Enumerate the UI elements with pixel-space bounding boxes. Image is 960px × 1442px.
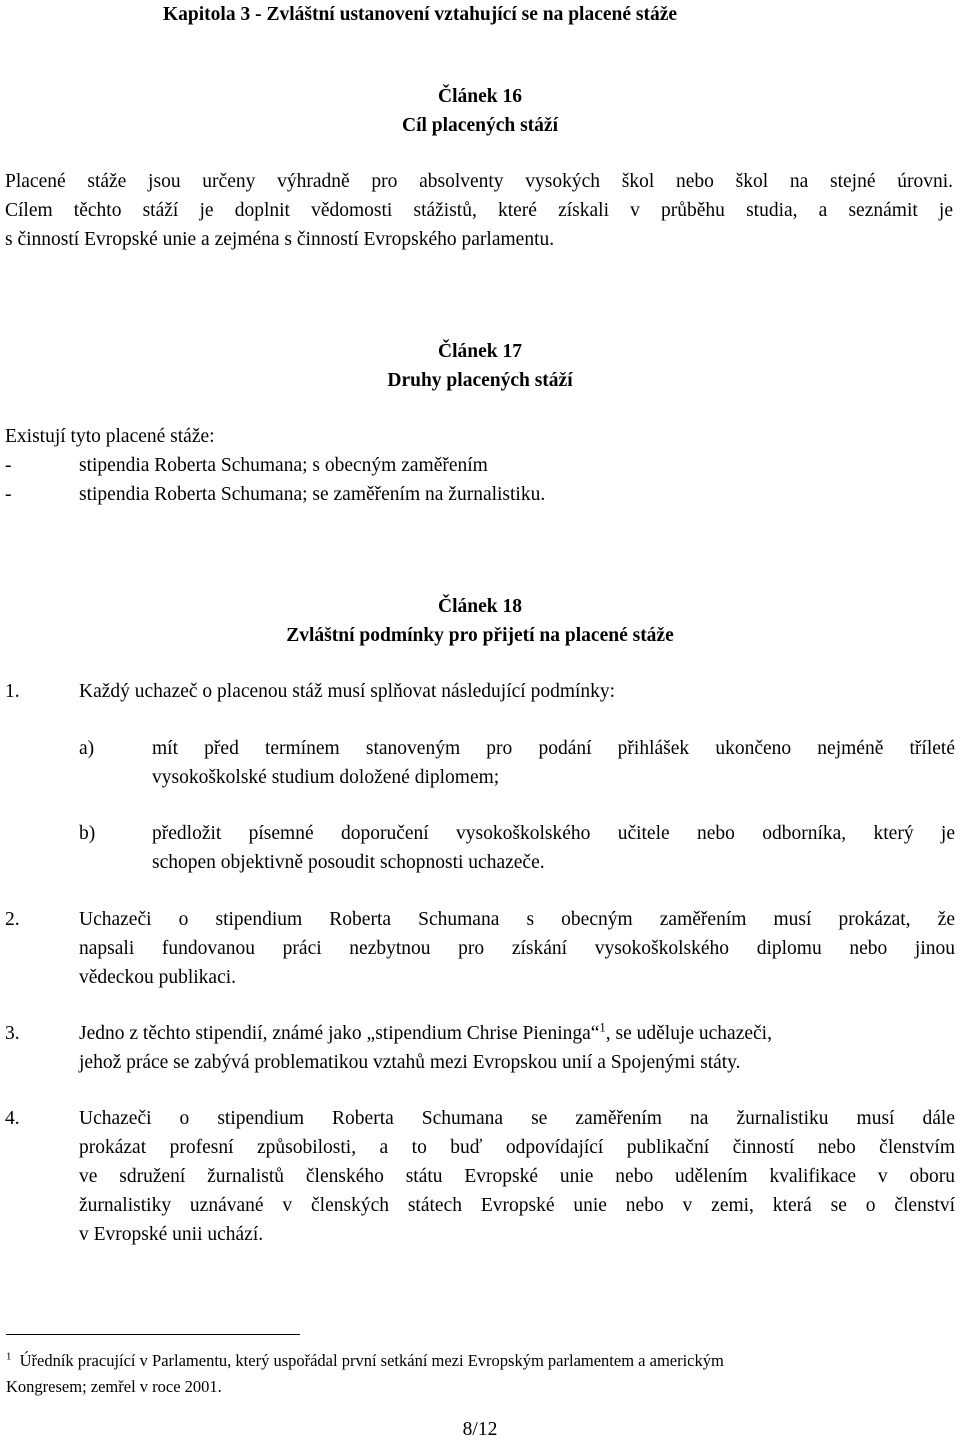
article-16-line-1: Placené stáže jsou určeny výhradně pro absolventy vysokých škol nebo škol na stejné úrovni. xyxy=(5,171,953,192)
article-16-number: Článek 16 xyxy=(438,86,522,107)
footnote-text: Úředník pracující v Parlamentu, který uspořádal první setkání mezi Evropským parlamentem a americkým xyxy=(19,1351,724,1370)
paragraph-3-line-2: jehož práce se zabývá problematikou vztahů mezi Evropskou unií a Spojenými státy. xyxy=(79,1052,741,1073)
paragraph-4-line-5: v Evropské unii uchází. xyxy=(79,1224,264,1245)
paragraph-4-line-1: Uchazeči o stipendium Roberta Schumana se zaměřením na žurnalistiku musí dále xyxy=(79,1108,955,1129)
item-a-line-1: mít před termínem stanoveným pro podání přihlášek ukončeno nejméně tříleté xyxy=(152,738,955,759)
paragraph-1-text: Každý uchazeč o placenou stáž musí splňovat následující podmínky: xyxy=(79,681,616,702)
article-17-intro: Existují tyto placené stáže: xyxy=(5,426,215,447)
footnote-line-1 xyxy=(6,1347,724,1374)
paragraph-2-line-3: vědeckou publikaci. xyxy=(79,967,237,988)
article-16-line-3: s činností Evropské unie a zejména s činností Evropského parlamentu. xyxy=(5,229,555,250)
paragraph-3-line-1-start: Jedno z těchto stipendií, známé jako „stipendium Chrise Pieninga“ xyxy=(79,1023,600,1044)
footnote-marker: 1 xyxy=(6,1350,12,1363)
chapter-title: Kapitola 3 - Zvláštní ustanovení vztahující se na placené stáže xyxy=(163,4,678,25)
footnote-line-2: Kongresem; zemřel v roce 2001. xyxy=(6,1377,222,1396)
list-item-text: stipendia Roberta Schumana; se zaměřením na žurnalistiku. xyxy=(79,484,546,505)
list-item-dash: - xyxy=(5,455,12,476)
paragraph-3-line-1-end: , se uděluje uchazeči, xyxy=(605,1023,772,1044)
paragraph-3-number: 3. xyxy=(5,1023,20,1044)
item-a-line-2: vysokoškolské studium doložené diplomem; xyxy=(152,767,500,788)
list-item-text: stipendia Roberta Schumana; s obecným zaměřením xyxy=(79,455,488,476)
list-item-dash: - xyxy=(5,484,12,505)
footnote-divider xyxy=(6,1334,300,1335)
paragraph-2-line-1: Uchazeči o stipendium Roberta Schumana s obecným zaměřením musí prokázat, že xyxy=(79,909,955,930)
paragraph-4-line-2: prokázat profesní způsobilosti, a to buď odpovídající publikační činností nebo členstvím xyxy=(79,1137,955,1158)
article-18-number: Článek 18 xyxy=(438,596,522,617)
item-b-label: b) xyxy=(79,823,96,844)
paragraph-1-number: 1. xyxy=(5,681,20,702)
paragraph-2-line-2: napsali fundovanou práci nezbytnou pro získání vysokoškolského diplomu nebo jinou xyxy=(79,938,955,959)
article-18-title: Zvláštní podmínky pro přijetí na placené stáže xyxy=(286,625,674,646)
article-17-title: Druhy placených stáží xyxy=(387,370,573,391)
footnote-reference[interactable]: 1 xyxy=(599,1020,606,1035)
page-number: 8/12 xyxy=(462,1419,498,1440)
article-16-line-2: Cílem těchto stáží je doplnit vědomosti stážistů, které získali v průběhu studia, a seznámit je xyxy=(5,200,953,221)
paragraph-4-line-4: žurnalistiky uznávané v členských státech Evropské unie nebo v zemi, která se o členství xyxy=(79,1195,955,1216)
item-b-line-1: předložit písemné doporučení vysokoškolského učitele nebo odborníka, který je xyxy=(152,823,955,844)
item-a-label: a) xyxy=(79,738,95,759)
item-b-line-2: schopen objektivně posoudit schopnosti uchazeče. xyxy=(152,852,545,873)
paragraph-4-number: 4. xyxy=(5,1108,20,1129)
paragraph-3-line-1 xyxy=(79,1019,772,1048)
article-17-number: Článek 17 xyxy=(438,341,522,362)
article-16-title: Cíl placených stáží xyxy=(402,115,558,136)
paragraph-4-line-3: ve sdružení žurnalistů členského státu Evropské unie nebo udělením kvalifikace v oboru xyxy=(79,1166,955,1187)
paragraph-2-number: 2. xyxy=(5,909,20,930)
